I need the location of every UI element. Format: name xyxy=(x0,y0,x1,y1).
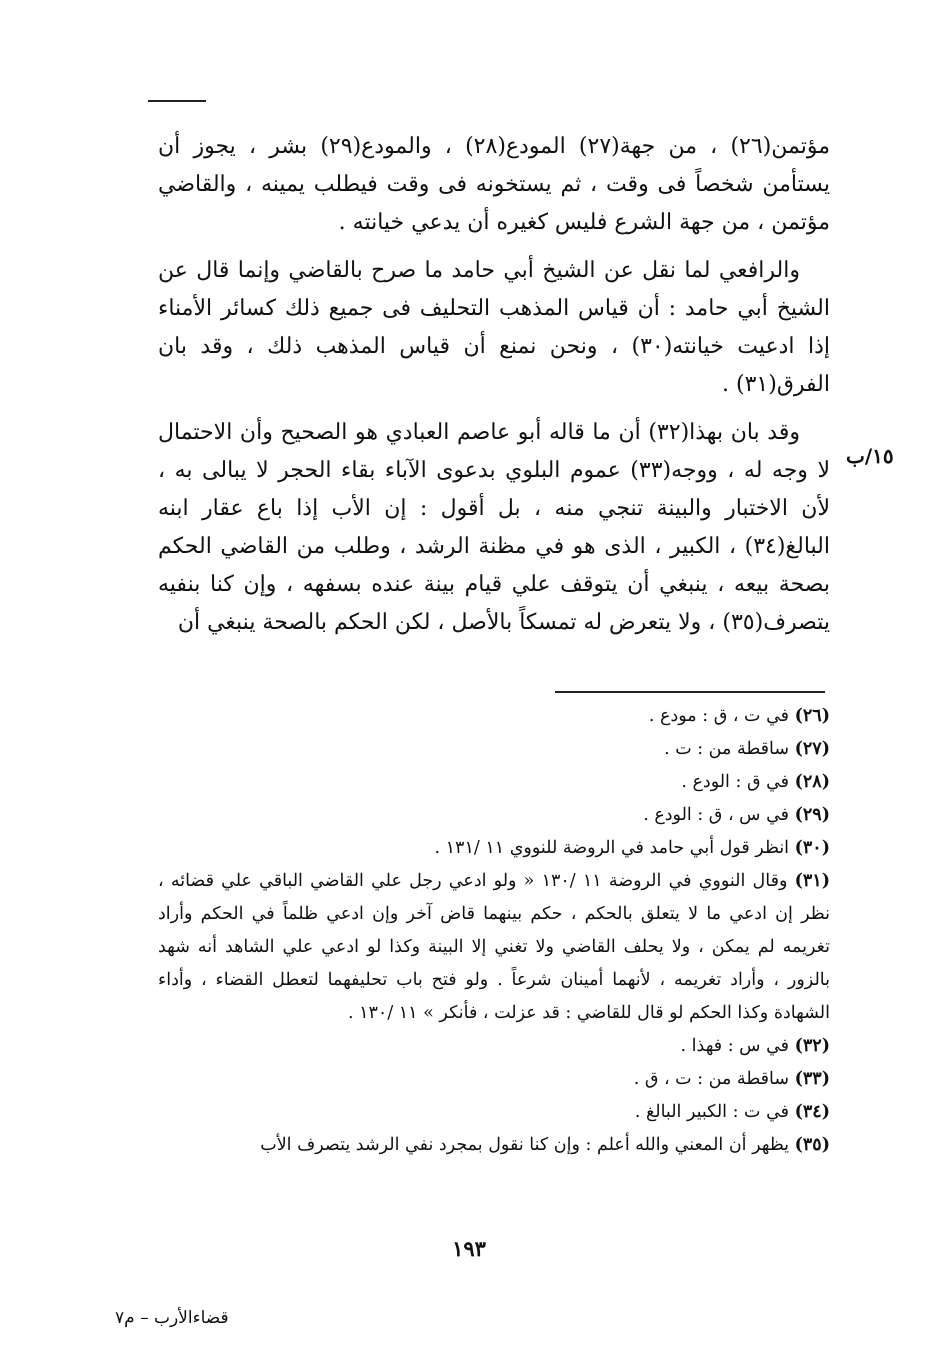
main-text xyxy=(158,128,830,652)
footnote-number: (٣٣) xyxy=(794,1069,830,1089)
footnote-number: (٢٧) xyxy=(794,739,830,759)
footnote-text: ساقطة من : ت . xyxy=(664,739,790,759)
paragraph-3: وقد بان بهذا(٣٢) أن ما قاله أبو عاصم العبادي هو الصحيح وأن الاحتمال لا وجه له ، ووجه(٣٣) عموم البلوي بدعوى الآباء بقاء الحجر لا يبالى به ، لأن الاختبار والبينة تنجي منه ، بل أقول : إن الأب إذا باع عقار ابنه البالغ(٣٤) ، الكبير ، الذى هو في مظنة الرشد ، وطلب من القاضي الحكم بصحة بيعه ، ينبغي أن يتوقف علي قيام بينة عنده بسفهه ، وإن كنا بنفيه يتصرف(٣٥) ، ولا يتعرض له تمسكاً بالأصل ، لكن الحكم بالصحة ينبغي أن xyxy=(158,420,831,635)
footnote-text: في ق : الودع . xyxy=(681,772,790,792)
footnote-number: (٢٦) xyxy=(794,706,830,726)
folio-margin-note: ١٥/ب xyxy=(846,444,894,468)
footnote-text: يظهر أن المعني والله أعلم : وإن كنا نقول بمجرد نفي الرشد يتصرف الأب xyxy=(260,1135,790,1155)
page-number: ١٩٣ xyxy=(452,1236,486,1261)
footnote-number: (٣٠) xyxy=(794,838,830,858)
footnote-number: (٣١) xyxy=(794,871,830,891)
footnote-text: في س : فهذا . xyxy=(680,1036,790,1056)
footnote-text: في ت : الكبير البالغ . xyxy=(634,1102,790,1122)
footnote-rule xyxy=(555,691,825,693)
footnote-text: وقال النووي في الروضة ١١ /١٣٠ « ولو ادعي رجل علي القاضي الباقي علي قضائه ، نظر إن ادعي ما لا يتعلق بالحكم ، حكم بينهما قاض آخر وإن ادعي ظلماً في الحكم وأراد تغريمه لم يمكن ، ولا يحلف القاضي ولا تغني إلا البينة وكذا لو ادعي علي الشاهد أنه شهد بالزور ، وأراد تغريمه ، لأنهما أمينان شرعاً . ولو فتح باب تحليفهما لتعطل القضاء ، وأداء الشهادة وكذا الحكم لو قال للقاضي : قد عزلت ، فأنكر » ١١ /١٣٠ . xyxy=(158,871,830,1023)
footnote-27 xyxy=(158,733,830,766)
footnote-30 xyxy=(158,832,830,865)
paragraph-1: مؤتمن(٢٦) ، من جهة(٢٧) المودع(٢٨) ، والمودع(٢٩) بشر ، يجوز أن يستأمن شخصاً فى وقت ، ثم يستخونه فى وقت فيطلب يمينه ، والقاضي مؤتمن ، من جهة الشرع فليس كغيره أن يدعي خيانته . xyxy=(158,134,831,235)
footnote-28 xyxy=(158,766,830,799)
signature-mark: قضاءالأرب – م٧ xyxy=(115,1308,229,1328)
footnote-text: ساقطة من : ت ، ق . xyxy=(633,1069,790,1089)
paragraph-2: والرافعي لما نقل عن الشيخ أبي حامد ما صرح بالقاضي وإنما قال عن الشيخ أبي حامد : أن قياس المذهب التحليف فى جميع ذلك كسائر الأمناء إذا ادعيت خيانته(٣٠) ، ونحن نمنع أن قياس المذهب ذلك ، وقد بان الفرق(٣١) . xyxy=(158,258,830,397)
footnote-29 xyxy=(158,799,830,832)
footnote-number: (٣٢) xyxy=(794,1036,830,1056)
footnote-number: (٢٩) xyxy=(794,805,830,825)
top-rule xyxy=(148,100,206,102)
footnote-34 xyxy=(158,1096,830,1129)
footnote-31 xyxy=(158,865,830,1030)
footnote-text: في س ، ق : الودع . xyxy=(643,805,790,825)
footnote-number: (٢٨) xyxy=(794,772,830,792)
footnote-35 xyxy=(158,1129,830,1162)
footnote-number: (٣٥) xyxy=(794,1135,830,1155)
footnote-33 xyxy=(158,1063,830,1096)
footnote-26 xyxy=(158,700,830,733)
footnote-text: انظر قول أبي حامد في الروضة للنووي ١١ /١٣١ . xyxy=(434,838,790,858)
footnote-32 xyxy=(158,1030,830,1063)
footnotes xyxy=(158,700,830,1162)
footnote-number: (٣٤) xyxy=(794,1102,830,1122)
footnote-text: في ت ، ق : مودع . xyxy=(648,706,790,726)
